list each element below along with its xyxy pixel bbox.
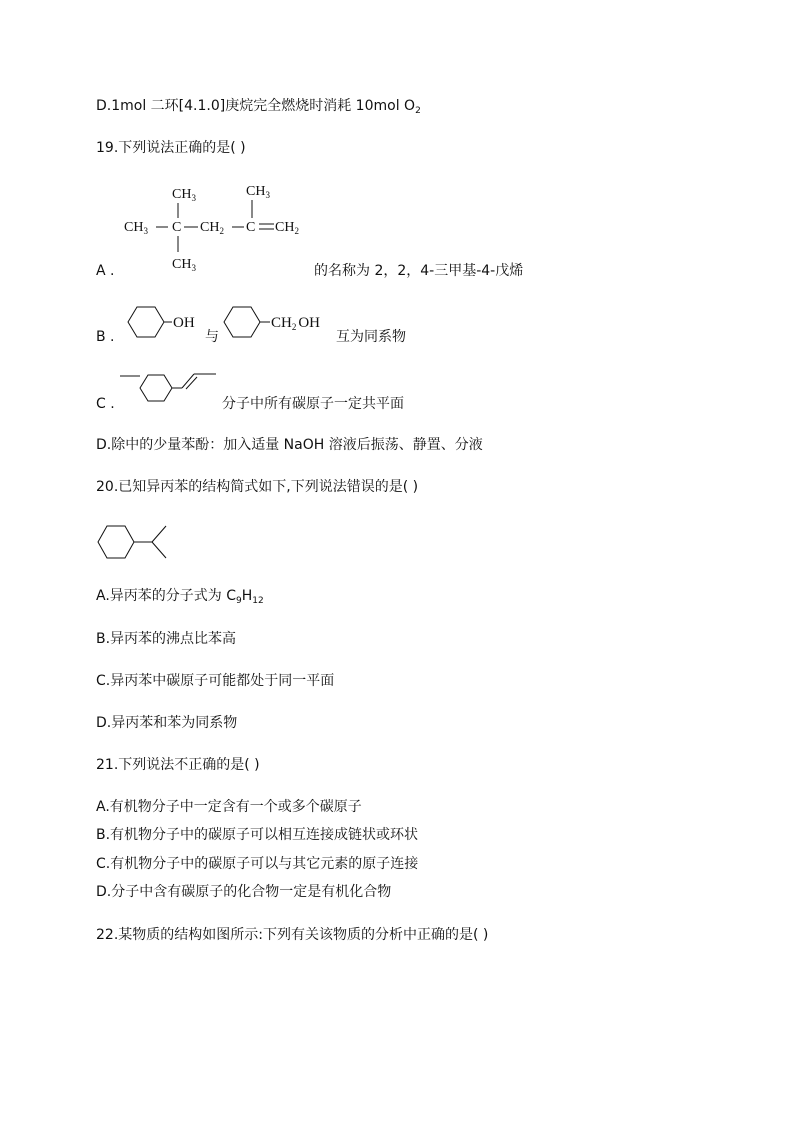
option-19c-label: C . bbox=[96, 396, 115, 412]
option-21c: C.有机物分子中的碳原子可以与其它元素的原子连接 bbox=[96, 856, 419, 872]
question-22: 22.某物质的结构如图所示:下列有关该物质的分析中正确的是( ) bbox=[96, 927, 489, 943]
ch3-right-top: $CH_3$ bbox=[246, 184, 270, 200]
option-21a: A.有机物分子中一定含有一个或多个碳原子 bbox=[96, 799, 362, 815]
structure-cumene bbox=[94, 520, 180, 564]
ch3-bottom: $CH_3$ bbox=[172, 257, 196, 273]
ch3-top: $CH_3$ bbox=[172, 187, 196, 203]
structure-trimethylpentene bbox=[120, 178, 320, 278]
question-21: 21.下列说法不正确的是( ) bbox=[96, 757, 260, 773]
structure-phenol bbox=[118, 302, 202, 342]
structure-benzyl-alcohol bbox=[218, 302, 336, 342]
option-20b: B.异丙苯的沸点比苯高 bbox=[96, 631, 237, 647]
c-center: C bbox=[172, 220, 182, 235]
option-20d: D.异丙苯和苯为同系物 bbox=[96, 715, 238, 731]
structure-methyl-propenylbenzene bbox=[118, 366, 222, 410]
option-19a-text: 的名称为 2，2，4-三甲基-4-戊烯 bbox=[314, 263, 524, 279]
option-21d: D.分子中含有碳原子的化合物一定是有机化合物 bbox=[96, 884, 392, 900]
option-d-q18: D.1mol 二环[4.1.0]庚烷完全燃烧时消耗 10mol $O_2$ bbox=[96, 98, 421, 116]
question-19: 19.下列说法正确的是( ) bbox=[96, 140, 246, 156]
oh-group: OH bbox=[173, 315, 195, 331]
ch2oh-group: $CH_2$ OH bbox=[271, 315, 321, 332]
option-19c-text: 分子中所有碳原子一定共平面 bbox=[222, 396, 404, 412]
option-20a: A.异丙苯的分子式为 $C_9H_{12}$ bbox=[96, 588, 264, 606]
option-19b-mid: 与 bbox=[205, 329, 219, 345]
ch2-end: $CH_2$ bbox=[275, 220, 299, 236]
left-ch3: $CH_3$ bbox=[124, 220, 148, 236]
option-19b-text: 互为同系物 bbox=[336, 329, 406, 345]
option-19d: D.除中的少量苯酚：加入适量 NaOH 溶液后振荡、静置、分液 bbox=[96, 437, 483, 453]
question-20: 20.已知异丙苯的结构简式如下,下列说法错误的是( ) bbox=[96, 479, 419, 495]
option-19a-label: A . bbox=[96, 263, 115, 279]
option-20c: C.异丙苯中碳原子可能都处于同一平面 bbox=[96, 673, 335, 689]
option-19b-label: B . bbox=[96, 329, 115, 345]
c-right: C bbox=[246, 220, 256, 235]
option-21b: B.有机物分子中的碳原子可以相互连接成链状或环状 bbox=[96, 827, 419, 843]
ch2-mid: $CH_2$ bbox=[200, 220, 224, 236]
